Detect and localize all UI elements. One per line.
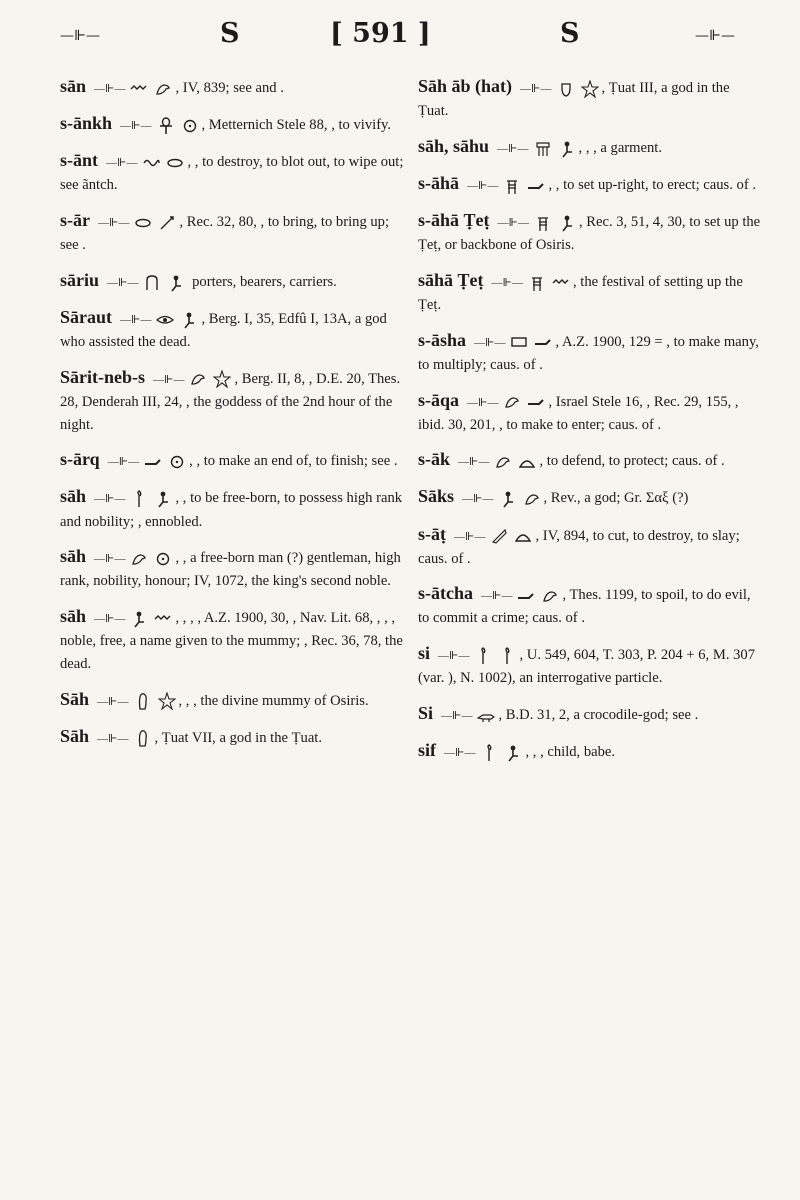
definition: , Israel Stele 16, , Rec. 29, 155, , ibid. 30, 201, , to make to enter; caus. of . [418, 393, 739, 433]
hieroglyph-disc-icon [154, 550, 172, 568]
headword: s-ār [60, 210, 90, 230]
definition: , U. 549, 604, T. 303, P. 204 + 6, M. 307 (var. ), N. 1002), an interrogative particle. [418, 647, 756, 687]
entry-separator: —⊩— [94, 613, 126, 626]
entry-separator: —⊩— [491, 276, 523, 289]
hieroglyph-heart-icon [557, 80, 575, 98]
headword: s-āṭ [418, 523, 446, 544]
right-entry [418, 72, 763, 123]
right-entry [418, 736, 763, 764]
entry-separator: —⊩— [497, 217, 529, 229]
hieroglyph-wave-icon [552, 274, 570, 292]
hieroglyph-mummy-icon [134, 729, 152, 747]
entry-separator: —⊩— [94, 493, 126, 506]
definition: , Berg. II, 8, , D.E. 20, Thes. 28, Denderah III, 24, , the goddess of the 2nd hour of the night. [60, 370, 401, 433]
definition: , the festival of setting up the Ṭeṭ. [418, 273, 743, 313]
hieroglyph-seated-icon [154, 490, 172, 508]
hieroglyph-mummy-icon [134, 692, 152, 710]
hieroglyph-cloth-icon [534, 140, 552, 158]
right-entry [418, 482, 763, 510]
hieroglyph-ankh-icon [157, 117, 175, 135]
headword: sāh, sāhu [418, 135, 490, 156]
right-entry [418, 206, 763, 257]
left-entry [60, 303, 405, 354]
definition: , Metternich Stele 88, , to vivify. [201, 117, 392, 134]
headword: sān [60, 76, 87, 96]
definition: , Thes. 1199, to spoil, to do evil, to commit a crime; caus. of . [418, 587, 751, 627]
headword: Sāraut [60, 306, 113, 327]
entry-separator: —⊩— [106, 157, 138, 170]
hieroglyph-crocodile-icon [477, 707, 495, 725]
headword: sif [418, 740, 436, 761]
definition: , Ṭuat VII, a god in the Ṭuat. [154, 729, 323, 746]
entry-separator: —⊩— [94, 553, 126, 566]
right-entry [418, 326, 763, 377]
hieroglyph-bread-icon [518, 453, 536, 471]
hieroglyph-box-icon [510, 333, 528, 351]
entry-separator: —⊩— [97, 732, 129, 745]
hieroglyph-arm-icon [517, 587, 535, 605]
hieroglyph-wave-icon [130, 80, 148, 98]
definition: , , , a garment. [578, 139, 662, 156]
hieroglyph-pillar-icon [503, 177, 521, 195]
hieroglyph-reed-icon [474, 647, 492, 665]
hieroglyph-mouth-icon [134, 214, 152, 232]
hieroglyph-seated-icon [504, 744, 522, 762]
hieroglyph-seated-icon [180, 311, 198, 329]
definition: , Berg. I, 35, Edfû I, 13A, a god who assisted the dead. [60, 310, 387, 350]
definition: , Rec. 3, 51, 4, 30, to set up the Ṭeṭ, or backbone of Osiris. [418, 214, 761, 254]
definition: , Rev., a god; Gr. Σαξ (?) [543, 490, 689, 507]
entry-separator: —⊩— [97, 695, 129, 708]
headword: sāriu [60, 269, 100, 290]
entry-separator: —⊩— [462, 493, 494, 506]
definition: , , a free-born man (?) gentleman, high rank, nobility, honour; IV, 1072, the king's second noble. [60, 550, 401, 590]
definition: , Rec. 32, 80, , to bring, to bring up; see . [60, 214, 390, 254]
right-entry [418, 639, 763, 690]
headword: s-ānkh [60, 113, 113, 134]
hieroglyph-star-icon [158, 692, 176, 710]
hieroglyph-star-icon [581, 80, 599, 98]
hieroglyph-bird-icon [541, 587, 559, 605]
right-entry [418, 699, 763, 727]
hieroglyph-arm-icon [144, 453, 162, 471]
hieroglyph-pillar-icon [534, 214, 552, 232]
hieroglyph-seated-icon [130, 610, 148, 628]
right-entry [418, 445, 763, 473]
hieroglyph-arm-icon [534, 333, 552, 351]
entry-separator: —⊩— [107, 276, 139, 289]
definition: , A.Z. 1900, 129 = , to make many, to multiply; caus. of . [418, 333, 759, 373]
hieroglyph-reed-icon [130, 490, 148, 508]
left-entry [60, 722, 405, 750]
entry-separator: —⊩— [481, 590, 513, 603]
left-entry [60, 685, 405, 713]
entry-separator: —⊩— [153, 373, 185, 386]
headword: si [418, 643, 431, 664]
definition: , IV, 839; see and . [175, 80, 284, 96]
headword: s-āhā [418, 172, 460, 193]
headword: s-ānt [60, 150, 99, 171]
left-column [60, 72, 405, 759]
hieroglyph-bird-icon [523, 490, 541, 508]
headword: s-āqa [418, 389, 460, 410]
hieroglyph-eye-icon [156, 311, 174, 329]
hieroglyph-pillar-icon [528, 274, 546, 292]
definition: porters, bearers, carriers. [188, 273, 337, 290]
definition: , IV, 894, to cut, to destroy, to slay; caus. of . [418, 527, 740, 567]
hieroglyph-rope-icon [142, 154, 160, 172]
headword: Sāh [60, 688, 90, 709]
hieroglyph-stick-icon [158, 214, 176, 232]
right-entry [418, 520, 763, 571]
definition: , , to make an end of, to finish; see . [189, 453, 398, 470]
hieroglyph-bird-icon [130, 550, 148, 568]
hieroglyph-loop-icon [143, 274, 161, 292]
left-entry [60, 109, 405, 137]
hieroglyph-reed-icon [480, 744, 498, 762]
header-right-mark: —⊩— [695, 28, 736, 44]
hieroglyph-knife-icon [490, 527, 508, 545]
entry-separator: —⊩— [444, 747, 476, 760]
headword: sāh [60, 606, 87, 627]
headword: s-āsha [418, 329, 467, 350]
left-entry [60, 146, 405, 197]
headword: Si [418, 703, 434, 724]
hieroglyph-disc-icon [181, 117, 199, 135]
entry-separator: —⊩— [120, 120, 152, 133]
definition: , , , , A.Z. 1900, 30, , Nav. Lit. 68, , , , noble, free, a name given to the mummy; , Rec. 36, 78, the dead. [60, 610, 403, 672]
right-entry [418, 386, 763, 437]
entry-separator: —⊩— [94, 83, 126, 95]
left-entry [60, 542, 405, 593]
definition: , , , child, babe. [525, 744, 616, 761]
right-entry [418, 579, 763, 630]
hieroglyph-disc-icon [168, 453, 186, 471]
entry-separator: —⊩— [107, 456, 140, 469]
page-header [0, 18, 800, 58]
hieroglyph-arm-icon [527, 393, 545, 411]
hieroglyph-bird-icon [494, 453, 512, 471]
definition: , , to set up-right, to erect; caus. of . [548, 176, 756, 193]
right-entry [418, 132, 763, 160]
hieroglyph-mouth-icon [166, 154, 184, 172]
entry-separator: —⊩— [120, 313, 152, 326]
definition: , B.D. 31, 2, a crocodile-god; see . [498, 707, 699, 724]
right-entry [418, 266, 763, 317]
headword: s-ātcha [418, 583, 473, 604]
entry-separator: —⊩— [467, 179, 499, 192]
headword: s-āhā Ṭeṭ [418, 210, 490, 230]
definition: , to defend, to protect; caus. of . [539, 453, 725, 470]
headword: Sārit-neb-s [60, 366, 145, 387]
hieroglyph-bread-icon [514, 527, 532, 545]
hieroglyph-arm-icon [527, 177, 545, 195]
definition: , , , the divine mummy of Osiris. [178, 692, 369, 709]
hieroglyph-wave-icon [154, 610, 172, 628]
hieroglyph-bird-icon [154, 80, 172, 98]
left-entry [60, 206, 405, 257]
entry-separator: —⊩— [454, 530, 486, 543]
entry-separator: —⊩— [98, 217, 130, 229]
entry-separator: —⊩— [520, 83, 552, 95]
headword: s-āk [418, 449, 451, 470]
hieroglyph-seated-icon [499, 490, 517, 508]
right-entry [418, 169, 763, 197]
hieroglyph-star-icon [213, 370, 231, 388]
entry-separator: —⊩— [441, 710, 473, 723]
left-entry [60, 602, 405, 676]
headword: sāh [60, 546, 87, 567]
left-entry [60, 482, 405, 533]
definition: , , to destroy, to blot out, to wipe out; see ãntch. [60, 154, 404, 194]
hieroglyph-bird-icon [503, 393, 521, 411]
headword: Sāh [60, 725, 90, 746]
right-column [418, 72, 763, 773]
left-entry [60, 266, 405, 294]
entry-separator: —⊩— [474, 336, 506, 349]
hieroglyph-bird-icon [189, 370, 207, 388]
headword: Sāh āb (hat) [418, 76, 513, 96]
headword: sāhā Ṭeṭ [418, 269, 484, 290]
left-entry [60, 72, 405, 100]
header-left-mark: —⊩— [60, 28, 101, 44]
left-entry [60, 445, 405, 473]
header-letter-left: S [220, 18, 240, 49]
headword: Sāks [418, 486, 455, 507]
hieroglyph-seated-icon [167, 274, 185, 292]
entry-separator: —⊩— [467, 396, 499, 409]
entry-separator: —⊩— [438, 650, 470, 663]
header-letter-right: S [560, 18, 580, 49]
definition: , Ṭuat III, a god in the Ṭuat. [418, 80, 730, 120]
hieroglyph-seated-icon [558, 140, 576, 158]
page-number: [ 591 ] [330, 18, 431, 49]
entry-separator: —⊩— [458, 456, 490, 469]
left-entry [60, 363, 405, 437]
headword: s-ārq [60, 449, 100, 470]
hieroglyph-reed-icon [498, 647, 516, 665]
headword: sāh [60, 486, 87, 507]
definition: , , to be free-born, to possess high rank and nobility; , ennobled. [60, 490, 403, 530]
hieroglyph-seated-icon [558, 214, 576, 232]
entry-separator: —⊩— [497, 142, 529, 155]
